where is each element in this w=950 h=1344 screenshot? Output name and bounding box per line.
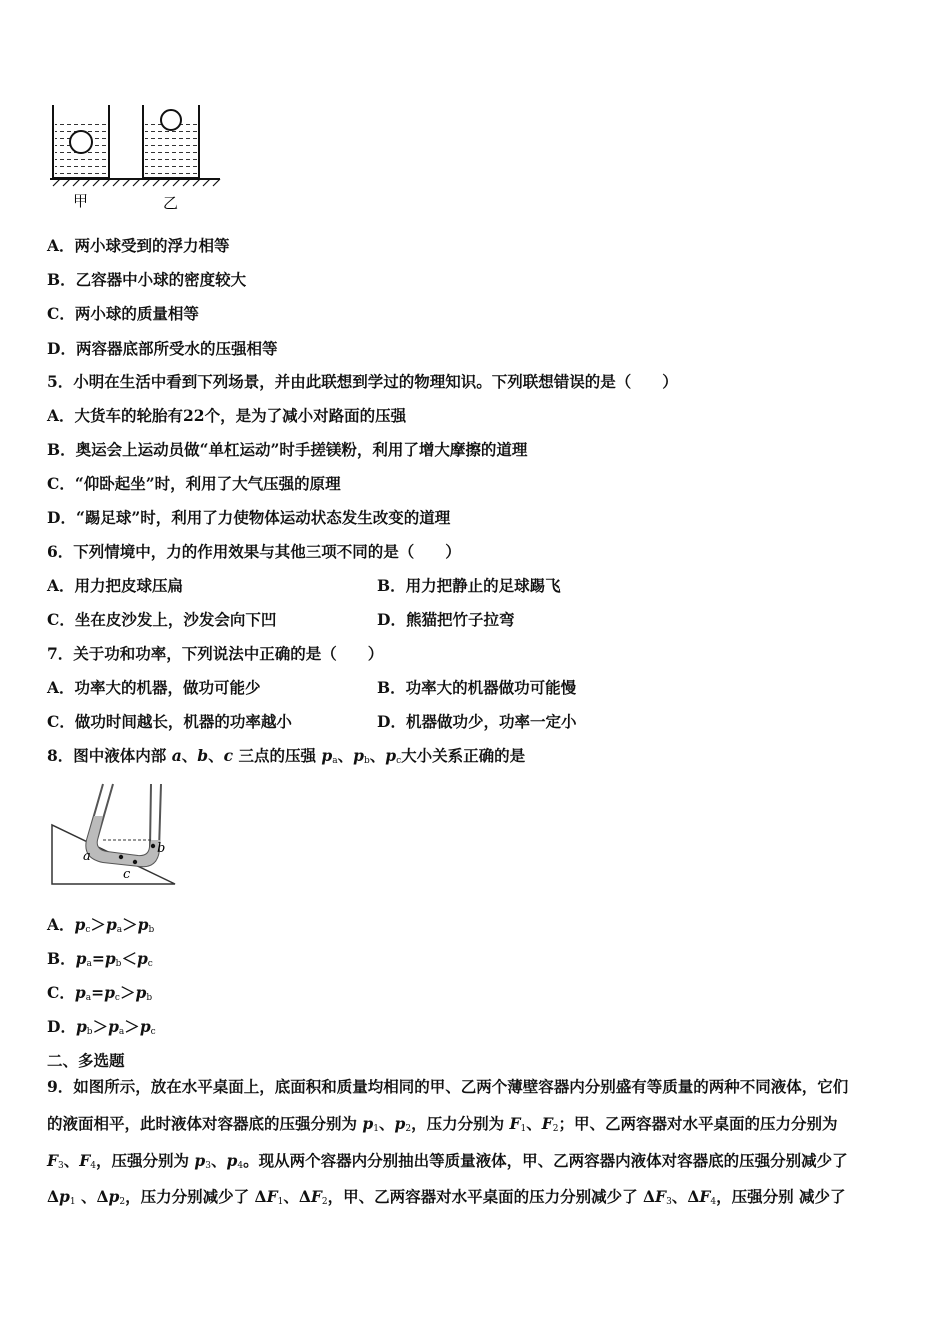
q4-option-b: B．乙容器中小球的密度较大 — [47, 270, 247, 289]
q4-option-d: D．两容器底部所受水的压强相等 — [47, 339, 278, 358]
q7-option-c: C．做功时间越长，机器的功率越小 — [47, 712, 292, 731]
label-yi: 乙 — [163, 194, 179, 212]
q7-option-d: D．机器做功少，功率一定小 — [377, 712, 577, 731]
q5-option-d: D．“踢足球”时，利用了力使物体运动状态发生改变的道理 — [47, 508, 451, 527]
q7-option-a: A．功率大的机器，做功可能少 — [47, 678, 261, 697]
label-a: a — [83, 849, 91, 864]
q6-stem: 6．下列情境中，力的作用效果与其他三项不同的是（ ） — [47, 542, 461, 561]
u-tube-inner — [97, 784, 151, 856]
q8-option-d: D．$p_b>p_a>p_c$ — [47, 1017, 156, 1037]
label-c: c — [123, 867, 131, 882]
q9-line-3: $F_3$、$F_4$，压强分别为 $p_3$、$p_4$。现从两个容器内分别抽出等质量液体，甲、乙两容器内液体对容器底的压强分别减少了 — [47, 1151, 848, 1171]
q6-option-b: B．用力把静止的足球踢飞 — [377, 576, 561, 595]
q8-option-c: C．$p_a=p_c>p_b$ — [47, 983, 153, 1003]
figure-containers — [45, 100, 230, 215]
q4-option-a: A．两小球受到的浮力相等 — [47, 236, 230, 255]
q9-line-4: $\Delta p_1$ 、$\Delta p_2$，压力分别减少了 $\Delta F_1$、$\Delta F_2$，甲、乙两容器对水平桌面的压力分别减少了 $\Delta F_3$、$\Delta F_4$，压强分别 减少了 — [47, 1187, 846, 1207]
q4-option-c: C．两小球的质量相等 — [47, 304, 199, 323]
label-jia: 甲 — [73, 192, 89, 210]
q5-stem: 5．小明在生活中看到下列场景，并由此联想到学过的物理知识。下列联想错误的是（ ） — [47, 372, 678, 391]
q6-option-a: A．用力把皮球压扁 — [47, 576, 184, 595]
q8-option-a: A．$p_c>p_a>p_b$ — [47, 915, 155, 935]
q9-line-1: 9．如图所示，放在水平桌面上，底面积和质量均相同的甲、乙两个薄壁容器内分别盛有等质量的两种不同液体，它们 — [47, 1077, 849, 1096]
point-c — [133, 860, 137, 864]
q6-option-d: D．熊猫把竹子拉弯 — [377, 610, 515, 629]
q6-option-c: C．坐在皮沙发上，沙发会向下凹 — [47, 610, 277, 629]
q8-option-b: B．$p_a=p_b<p_c$ — [47, 949, 153, 969]
ball-jia — [70, 131, 92, 153]
point-b — [151, 844, 155, 848]
q7-stem: 7．关于功和功率，下列说法中正确的是（ ） — [47, 644, 384, 663]
q5-option-a: A．大货车的轮胎有22个，是为了减小对路面的压强 — [47, 406, 407, 425]
label-b: b — [157, 841, 166, 856]
q7-option-b: B．功率大的机器做功可能慢 — [377, 678, 577, 697]
q5-option-b: B．奥运会上运动员做“单杠运动”时手搓镁粉，利用了增大摩擦的道理 — [47, 440, 528, 459]
figure-u-tube-incline — [45, 780, 185, 890]
q5-option-c: C．“仰卧起坐”时，利用了大气压强的原理 — [47, 474, 341, 493]
ball-yi — [161, 110, 181, 130]
section-title-multi-choice: 二、多选题 — [47, 1051, 125, 1070]
point-a — [119, 855, 123, 859]
q9-line-2: 的液面相平，此时液体对容器底的压强分别为 $p_1$、$p_2$，压力分别为 $F_1$、$F_2$；甲、乙两容器对水平桌面的压力分别为 — [47, 1114, 838, 1134]
q8-stem: 8．图中液体内部 a、b、c 三点的压强 $p_a$、$p_b$、$p_c$大小关系正确的是 — [47, 746, 526, 766]
